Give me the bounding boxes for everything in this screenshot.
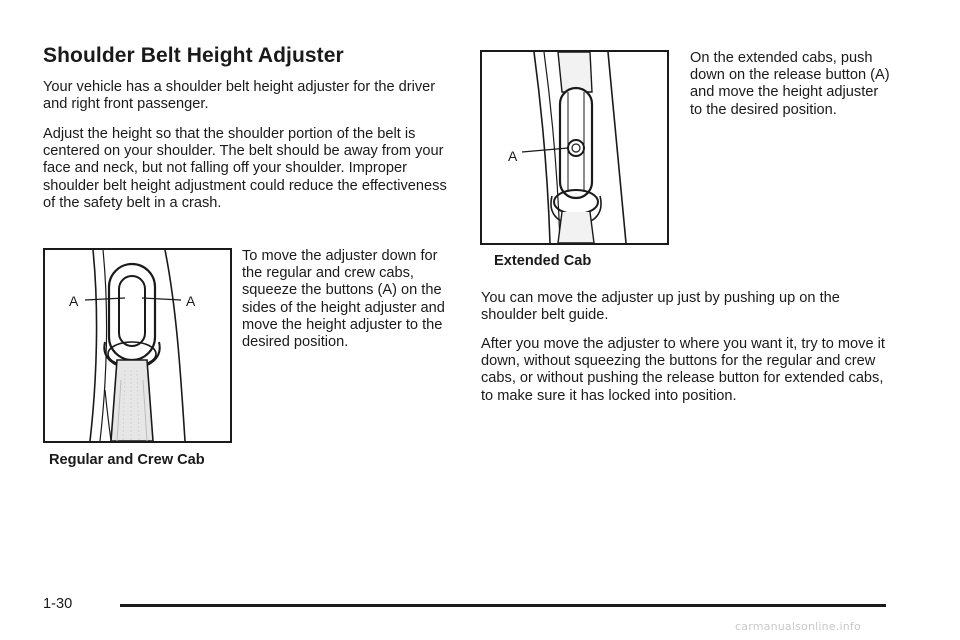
page-title: Shoulder Belt Height Adjuster — [43, 44, 344, 67]
button-label-right: A — [186, 293, 196, 309]
extended-cab-caption: Extended Cab — [494, 253, 592, 269]
extended-cab-figure — [480, 50, 669, 245]
release-button-label: A — [508, 148, 518, 164]
watermark: carmanualsonline.info — [735, 620, 861, 633]
move-up-paragraph: You can move the adjuster up just by pushing up on the shoulder belt guide. — [481, 290, 840, 324]
regular-cab-figure — [43, 248, 232, 443]
regular-cab-caption: Regular and Crew Cab — [49, 452, 205, 468]
extended-instructions: On the extended cabs, push down on the release button (A) and move the height adjuster to the desired position. — [690, 50, 890, 118]
footer-rule — [120, 604, 886, 607]
page-number: 1-30 — [43, 596, 73, 612]
button-label-left: A — [69, 293, 79, 309]
regular-instructions: To move the adjuster down for the regular and crew cabs, squeeze the buttons (A) on the sides of the height adjuster and move the height adjuster to the desired position. — [242, 248, 445, 351]
extended-cab-illustration — [482, 52, 667, 243]
adjust-paragraph: Adjust the height so that the shoulder portion of the belt is centered on your shoulder. The belt should be away from your face and neck, but not falling off your shoulder. Improper shoulder belt height adjustment could reduce the effectiveness of the safety belt in a crash. — [43, 126, 447, 211]
check-paragraph: After you move the adjuster to where you want it, try to move it down, without squeezing the buttons for the regular and crew cabs, or without pushing the release button for extended cabs, to make sure it has locked into position. — [481, 336, 885, 404]
regular-cab-illustration — [45, 250, 230, 441]
intro-paragraph: Your vehicle has a shoulder belt height adjuster for the driver and right front passenger. — [43, 79, 436, 113]
